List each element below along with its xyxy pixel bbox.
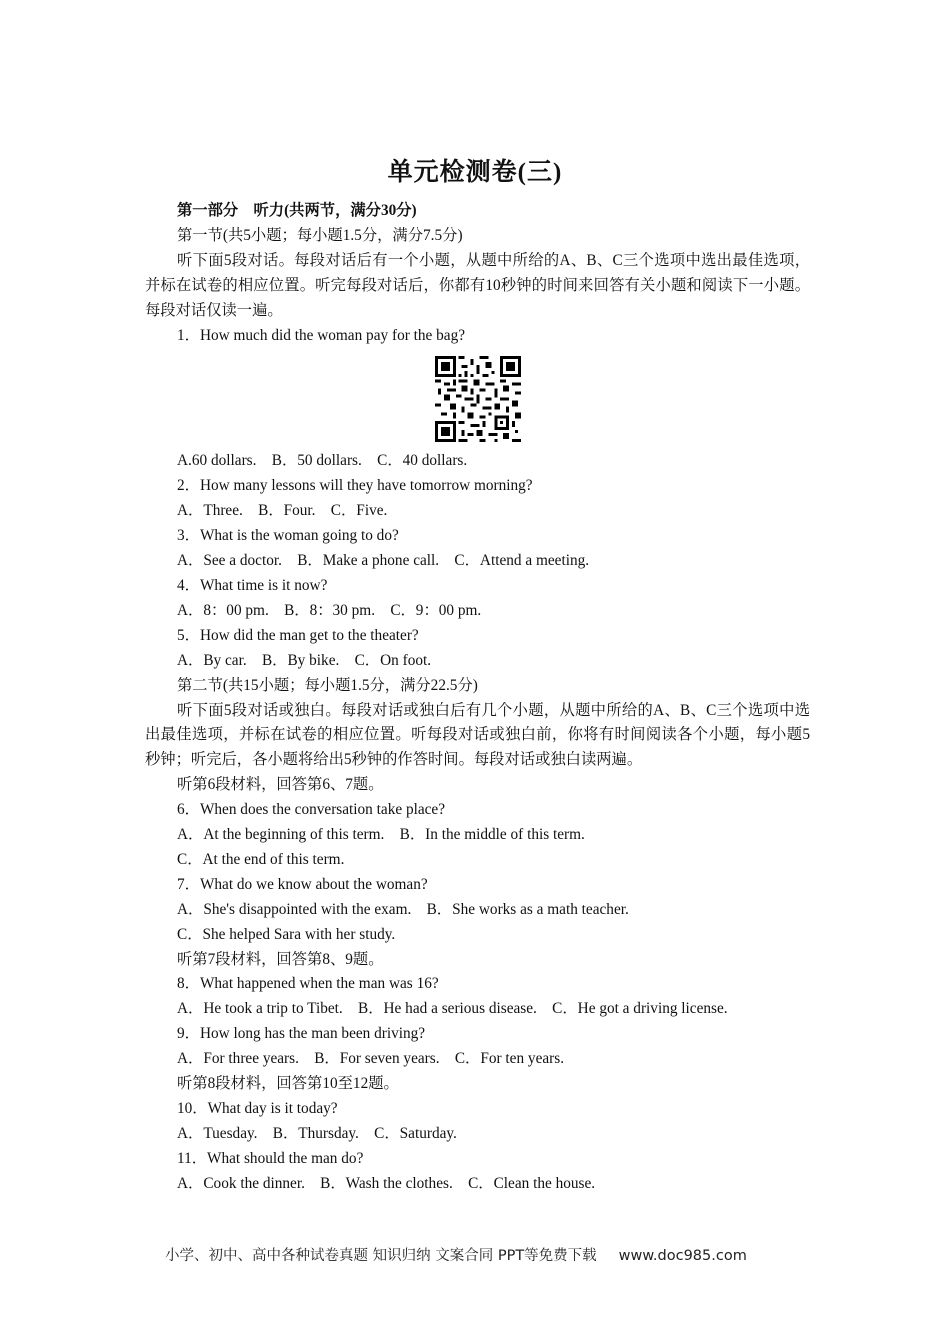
question-11: 11．What should the man do? (177, 1149, 364, 1167)
question-9: 9．How long has the man been driving? (177, 1025, 426, 1043)
question-7-options: A．She's disappointed with the exam. B．She works as a math teacher. (177, 900, 629, 918)
section2-instructions: 听下面5段对话或独白。每段对话或独白后有几个小题，从题中所给的A、B、C三个选项中选出最佳选项，并标在试卷的相应位置。听每段对话或独白前，你将有时间阅读各个小题，每小题5秒钟；听完后，各小题将给出5秒钟的作答时间。每段对话或独白读两遍。 (145, 701, 810, 769)
page-footer (165, 1244, 805, 1265)
question-1-options: A.60 dollars. B．50 dollars. C．40 dollars. (177, 452, 468, 470)
material-8-heading: 听第8段材料，回答第10至12题。 (177, 1075, 399, 1093)
section2-heading: 第二节(共15小题；每小题1.5分，满分22.5分) (177, 676, 478, 694)
question-4-options: A．8：00 pm. B．8：30 pm. C．9：00 pm. (177, 601, 482, 619)
exam-content (145, 199, 810, 1197)
question-10-options: A．Tuesday. B．Thursday. C．Saturday. (177, 1124, 457, 1142)
question-5-options: A．By car. B．By bike. C．On foot. (177, 651, 432, 669)
footer-text: 小学、初中、高中各种试卷真题 知识归纳 文案合同 PPT等免费下载 (165, 1248, 597, 1264)
question-4: 4．What time is it now? (177, 576, 328, 594)
part1-heading: 第一部分 听力(共两节，满分30分) (177, 202, 417, 219)
question-7: 7．What do we know about the woman? (177, 875, 428, 893)
question-3: 3．What is the woman going to do? (177, 527, 399, 545)
question-7-options-cont: C．She helped Sara with her study. (177, 925, 396, 943)
question-6-options: A．At the beginning of this term. B．In the middle of this term. (177, 826, 585, 844)
question-10: 10．What day is it today? (177, 1100, 338, 1117)
section1-heading: 第一节(共5小题；每小题1.5分，满分7.5分) (177, 226, 463, 244)
qr-code[interactable] (145, 348, 810, 449)
section1-instructions: 听下面5段对话。每段对话后有一个小题，从题中所给的A、B、C三个选项中选出最佳选项，并标在试卷的相应位置。听完每段对话后，你都有10秒钟的时间来回答有关小题和阅读下一小题。每段对话仅读一遍。 (145, 251, 810, 319)
footer-url-link[interactable]: www.doc985.com (618, 1248, 747, 1264)
question-9-options: A．For three years. B．For seven years. C．For ten years. (177, 1050, 565, 1068)
question-11-options: A．Cook the dinner. B．Wash the clothes. C．Clean the house. (177, 1174, 596, 1192)
qr-code-icon (435, 356, 521, 442)
material-7-heading: 听第7段材料，回答第8、9题。 (177, 950, 384, 968)
material-6-heading: 听第6段材料，回答第6、7题。 (177, 776, 384, 794)
question-2-options: A．Three. B．Four. C．Five. (177, 502, 388, 520)
question-5: 5．How did the man get to the theater? (177, 626, 419, 644)
question-6-options-cont: C．At the end of this term. (177, 850, 345, 868)
question-2: 2．How many lessons will they have tomorrow morning? (177, 477, 533, 495)
question-6: 6．When does the conversation take place? (177, 801, 446, 819)
question-3-options: A．See a doctor. B．Make a phone call. C．Attend a meeting. (177, 552, 590, 570)
question-1: 1．How much did the woman pay for the bag? (177, 326, 466, 344)
question-8: 8．What happened when the man was 16? (177, 975, 439, 993)
page-title: 单元检测卷(三) (387, 159, 563, 186)
question-8-options: A．He took a trip to Tibet. B．He had a serious disease. C．He got a driving license. (177, 1000, 728, 1018)
